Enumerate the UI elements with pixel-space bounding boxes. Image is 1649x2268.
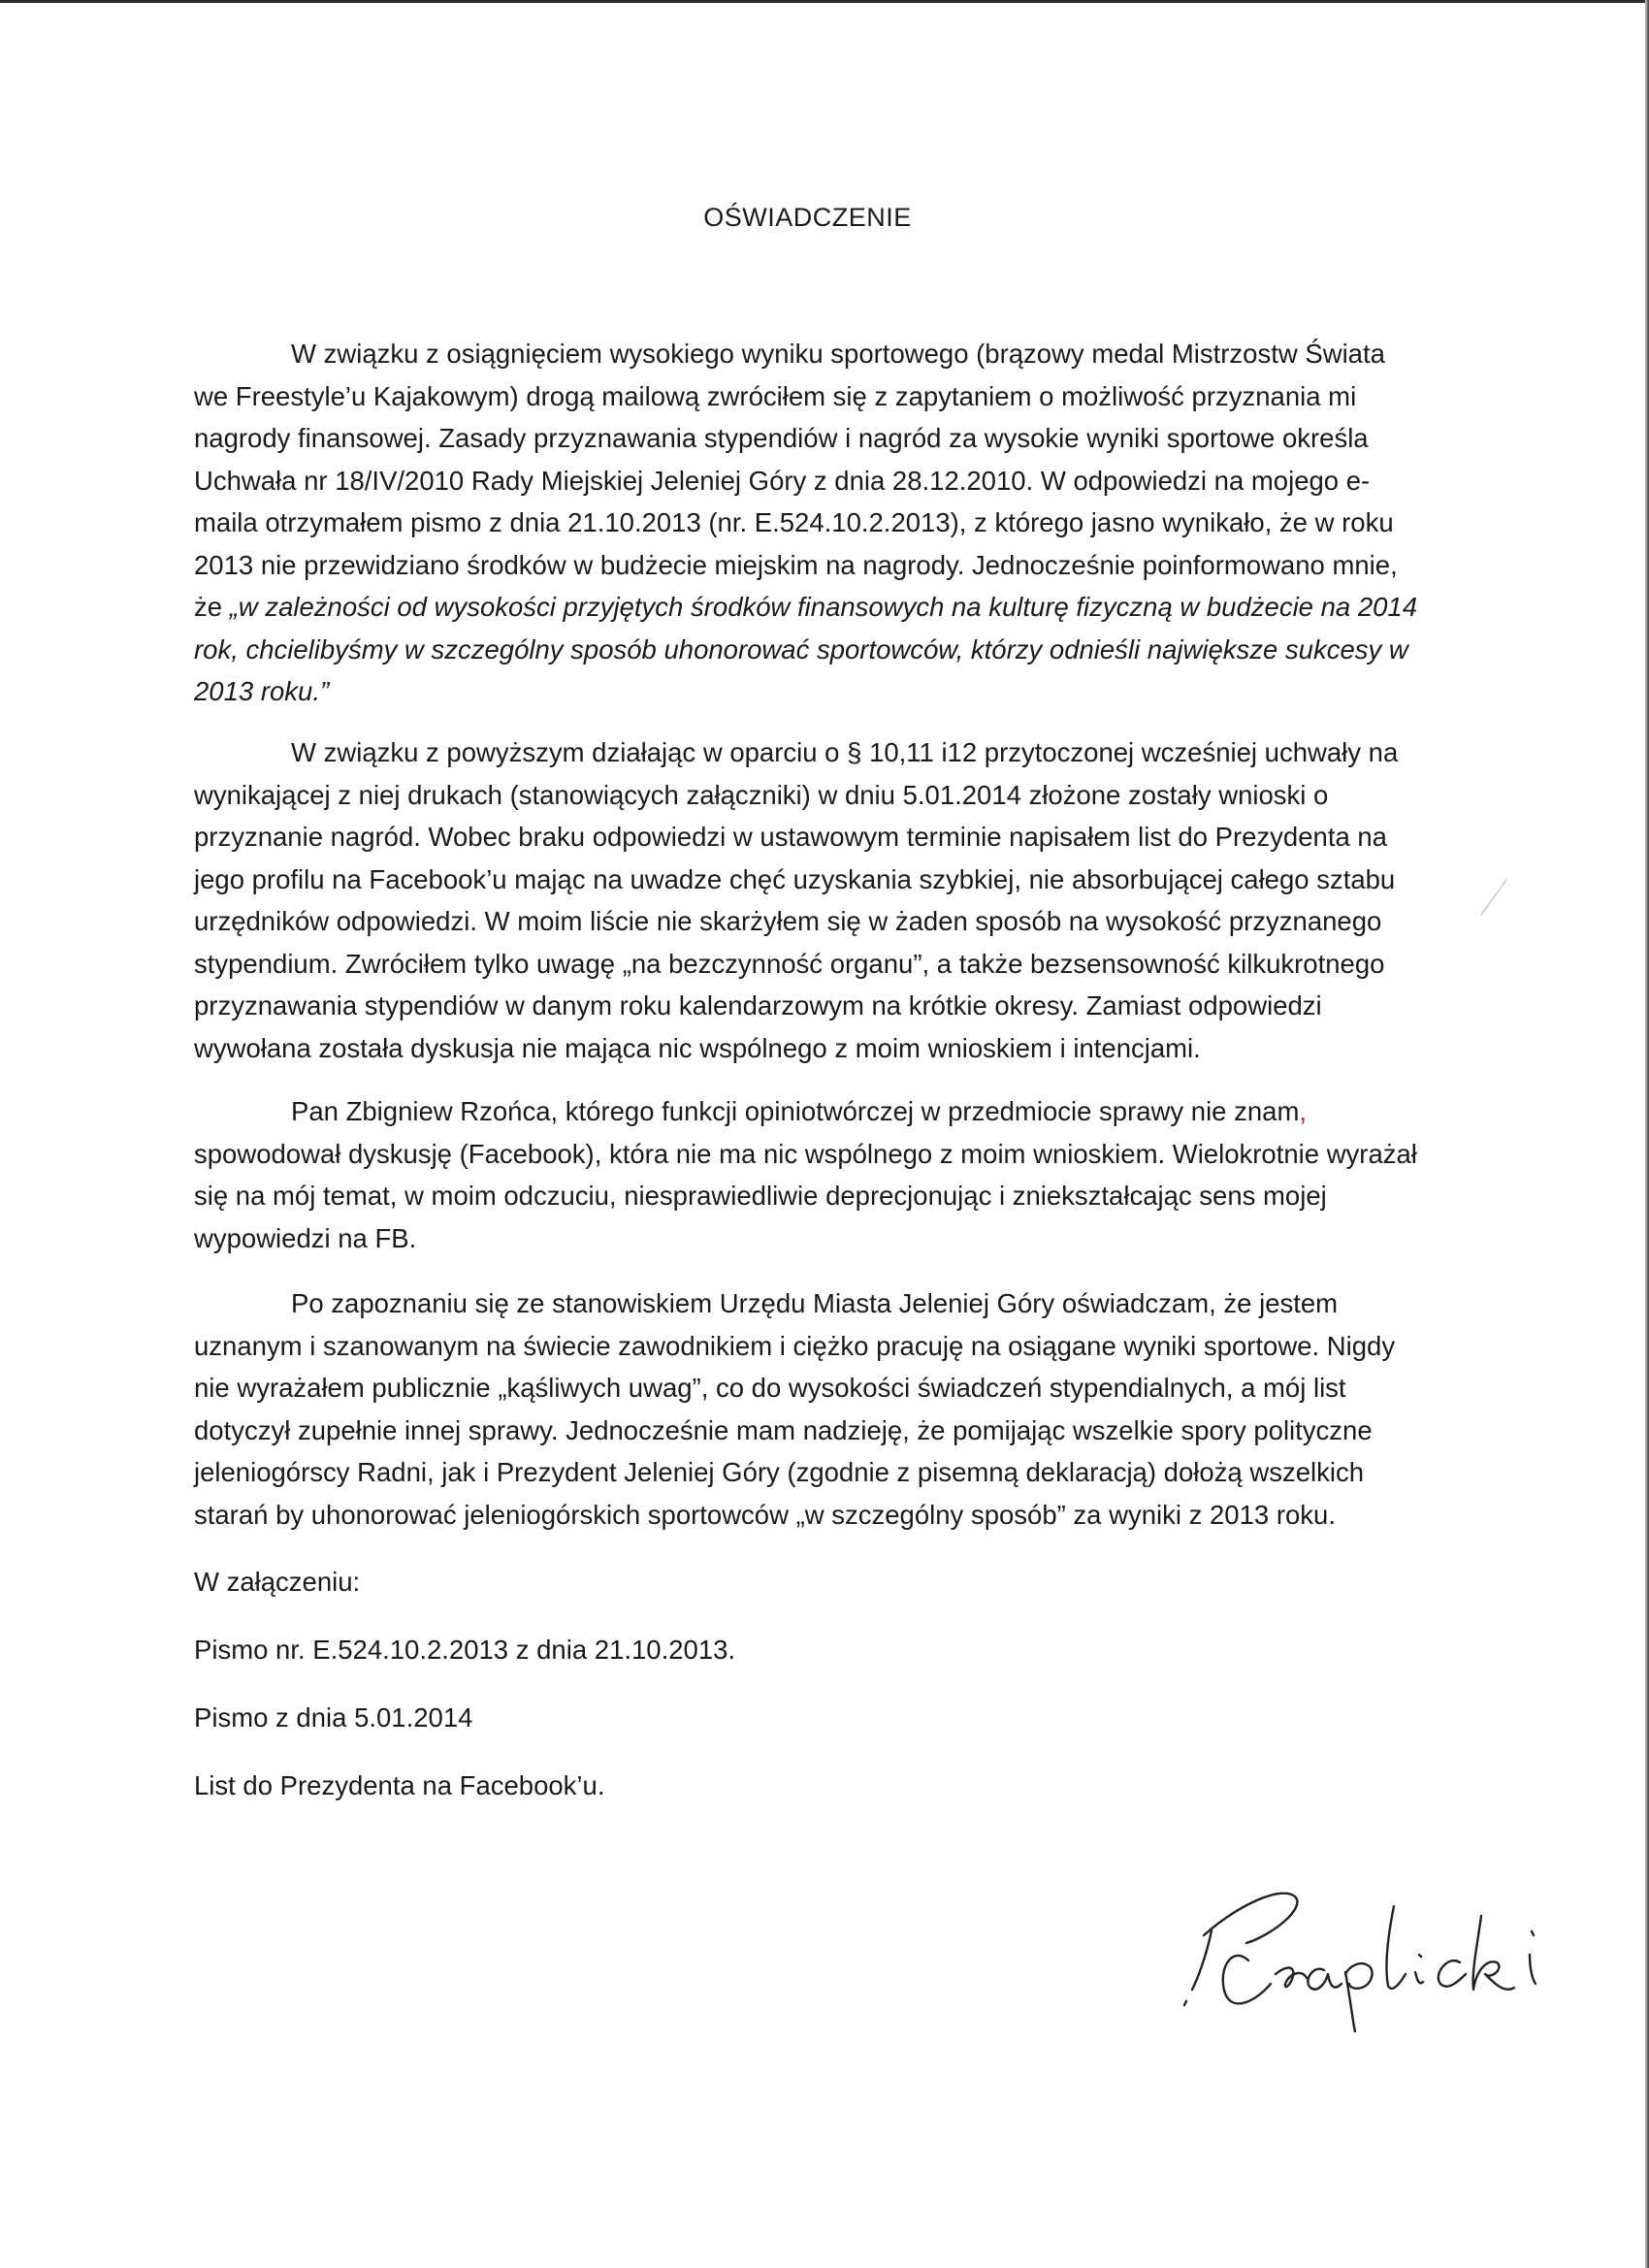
attachments-heading: W załączeniu:	[194, 1567, 361, 1597]
attachment-item-1: Pismo nr. E.524.10.2.2013 z dnia 21.10.2013.	[194, 1635, 736, 1665]
scan-edge-right	[1645, 0, 1649, 2268]
handwritten-signature	[1179, 1838, 1586, 2032]
attachment-item-2: Pismo z dnia 5.01.2014	[194, 1702, 473, 1733]
paragraph-1-quote: „w zależności od wysokości przyjętych środków finansowych na kulturę fizyczną w budżecie na 2014 rok, chcielibyśmy w szczególny sposób uhonorować sportowców, którzy odnieśli największe sukcesy w 2013 roku.”	[194, 592, 1418, 706]
document-title: OŚWIADCZENIE	[703, 203, 912, 232]
scan-edge-top	[0, 0, 1649, 3]
paragraph-2: W związku z powyższym działając w oparciu o § 10,11 i12 przytoczonej wcześniej uchwały na wynikającej z niej drukach (stanowiących załączniki) w dniu 5.01.2014 złożone zostały wnioski o przyznanie nagród. Wobec braku odpowiedzi w ustawowym terminie napisałem list do Prezydenta na jego profilu na Facebook’u mając na uwadze chęć uzyskania szybkiej, nie absorbującej całego sztabu urzędników odpowiedzi. W moim liście nie skarżyłem się w żaden sposób na wysokość przyznanego stypendium. Zwróciłem tylko uwagę „na bezczynność organu”, a także bezsensowność kilkukrotnego przyznawania stypendiów w danym roku kalendarzowym na krótkie okresy. Zamiast odpowiedzi wywołana została dyskusja nie mająca nic wspólnego z moim wnioskiem i intencjami.	[194, 737, 1399, 1063]
paragraph-3-part-1: Pan Zbigniew Rzońca, którego funkcji opiniotwórczej w przedmiocie sprawy nie znam	[291, 1096, 1300, 1126]
paragraph-4: Po zapoznaniu się ze stanowiskiem Urzędu Miasta Jeleniej Góry oświadczam, że jestem uznanym i szanowanym na świecie zawodnikiem i ciężko pracuję na osiągane wyniki sportowe. Nigdy nie wyrażałem publicznie „kąśliwych uwag”, co do wysokości świadczeń stypendialnych, a mój list dotyczył zupełnie innej sprawy. Jednocześnie mam nadzieję, że pomijając wszelkie spory polityczne jeleniogórscy Radni, jak i Prezydent Jeleniej Góry (zgodnie z pisemną deklaracją) dołożą wszelkich starań by uhonorować jeleniogórskich sportowców „w szczególny sposób” za wyniki z 2013 roku.	[194, 1288, 1396, 1530]
paragraph-1-lead: W związku z osiągnięciem wysokiego wyniku sportowego (brązowy medal Mistrzostw Świata we Freestyle’u Kajakowym) drogą mailową zwróciłem się z zapytaniem o możliwość przyznania mi nagrody finansowej. Zasady przyznawania stypendiów i nagród za wysokie wyniki sportowe określa Uchwała nr 18/IV/2010 Rady Miejskiej Jeleniej Góry z dnia 28.12.2010. W odpowiedzi na mojego e-maila otrzymałem pismo z dnia 21.10.2013 (nr. E.524.10.2.2013), z którego jasno wynikało, że w roku 2013 nie przewidziano środków w budżecie miejskim na nagrody. Jednocześnie poinformowano mnie, że	[194, 339, 1398, 622]
attachment-item-3: List do Prezydenta na Facebook’u.	[194, 1770, 605, 1800]
paragraph-3	[194, 1090, 1421, 1259]
paragraph-3-part-2: spowodował dyskusję (Facebook), która nie ma nic wspólnego z moim wnioskiem. Wielokrotnie wyrażał się na mój temat, w moim odczuciu, niesprawiedliwie deprecjonując i zniekształcając sens mojej wypowiedzi na FB.	[194, 1138, 1417, 1253]
stray-pen-mark	[1479, 878, 1508, 917]
paragraph-3-red-comma: ,	[1299, 1096, 1308, 1126]
paragraph-1	[194, 333, 1421, 713]
